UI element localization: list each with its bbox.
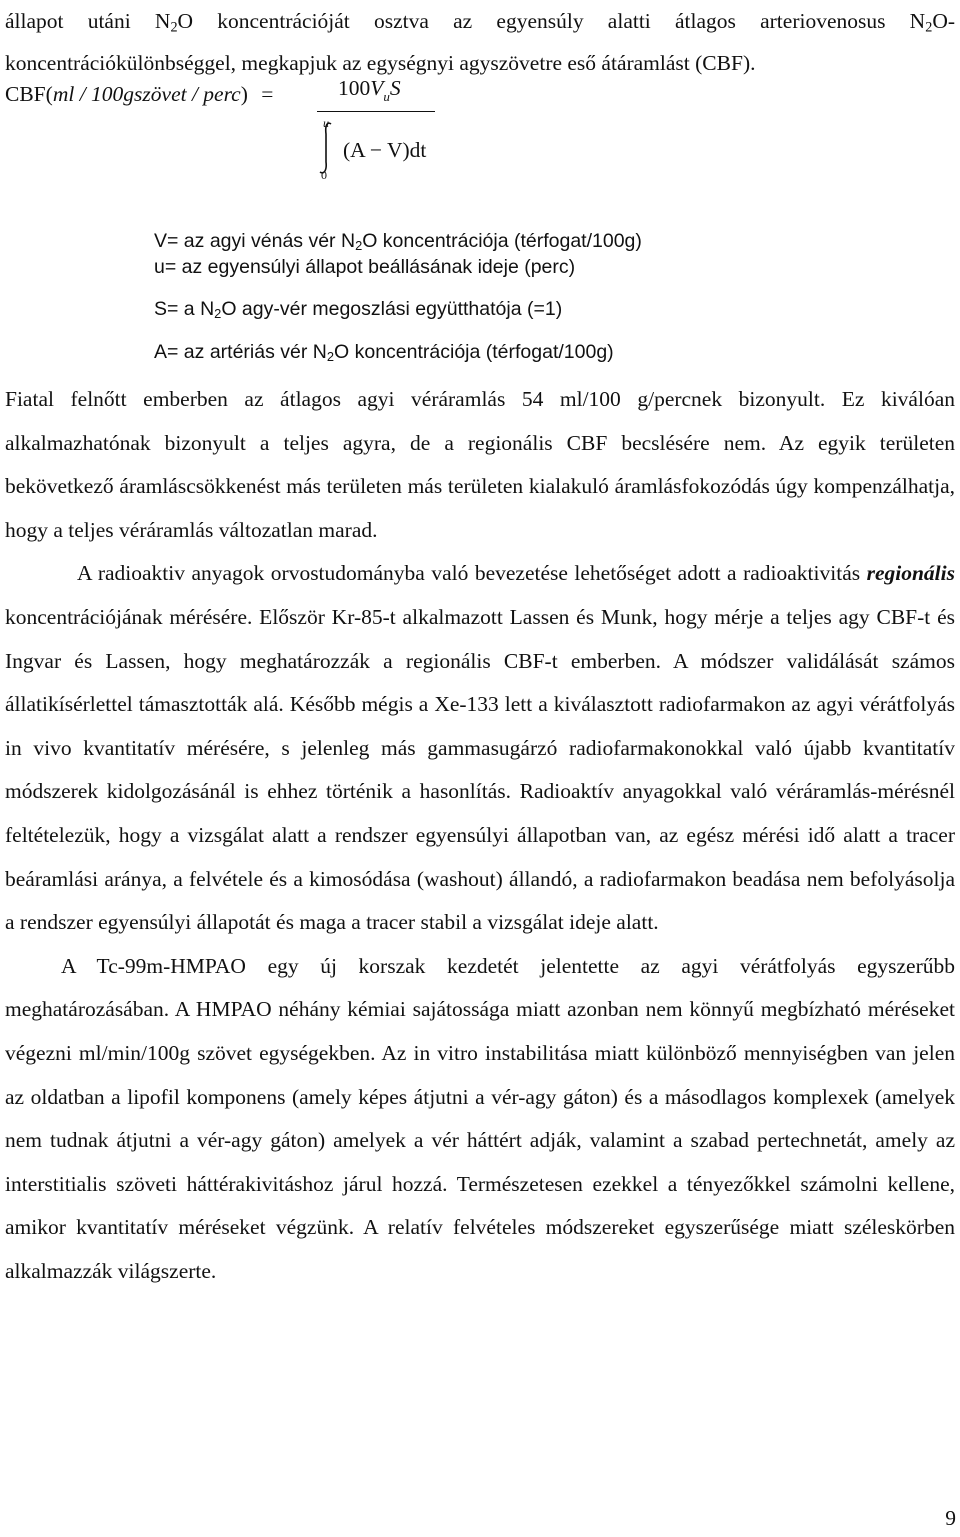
definition-text: V= az agyi vénás vér N [154,230,356,252]
numerator-v: V [370,76,384,100]
paragraph-2 [5,552,955,944]
formula-paren: ( [45,82,53,106]
definition-text: O koncentrációja (térfogat/100g) [334,341,614,363]
numerator-coef: 100 [338,76,371,100]
definition-text: O agy-vér megoszlási együtthatója (=1) [221,298,563,320]
intro-line-1 [5,0,955,42]
subscript: 2 [355,238,363,254]
formula-numerator [338,76,401,104]
intro-text-b: O koncentrációját osztva az egyensúly alatti átlagos arteriovenosus N [177,9,926,33]
page-number: 9 [945,1506,956,1530]
intro-paragraph [5,0,955,84]
intro-text-a: állapot utáni N [5,9,171,33]
definition-text: S= a N [154,298,215,320]
subscript: 2 [214,306,222,322]
subscript: 2 [170,19,178,36]
integral-lower-limit: 0 [321,168,327,182]
formula-paren: ) [240,82,248,106]
numerator-sub: u [383,89,390,104]
formula-unit: ml / 100gszövet / perc [52,82,241,106]
cbf-formula [5,76,465,192]
definition-text: u= az egyensúlyi állapot beállásának ideje (perc) [154,256,576,278]
intro-text-c: O- [932,9,955,33]
formula-integrand: (A − V)dt [343,138,427,162]
subscript: 2 [326,349,335,365]
body-text [5,378,955,1293]
formula-lhs [5,82,273,107]
paragraph-2-text: A radioaktiv anyagok orvostudományba való bevezetése lehetőséget adott a radioaktivitás [77,561,867,586]
fraction-bar [317,111,435,112]
definition-text: O koncentrációja (térfogat/100g) [362,230,642,252]
paragraph-2-text: koncentrációjának mérésére. Először Kr-85-t alkalmazott Lassen és Munk, hogy mérje a teljes agy CBF-t és Ingvar és Lassen, hogy meghatározzák a regionális CBF-t emberben. A módszer validálását számos állatikísérlettel támasztották alá. Később mégis a Xe-133 lett a kiválasztott radiofarmakon az agyi vérátfolyás in vivo kvantitatív mérésére, s jelenleg más gammasugárzó radiofarmakonokkal való újabb kvantitatív módszerek kidolgozásánál is ehhez történik a hasonlítás. Radioaktív anyagokkal való véráramlás-mérésnél feltételezük, hogy a vizsgálat alatt a rendszer egyensúlyi állapotban van, az egész mérési idő alatt a tracer beáramlási aránya, a felvétele és a kimosódása (washout) állandó, a radiofarmakon beadása nem befolyásolja a rendszer egyensúlyi állapotát és maga a tracer stabil a vizsgálat ideje alatt. [5,604,955,935]
emphasis-regionalis: regionális [866,561,955,586]
formula-cbf: CBF [5,82,46,106]
paragraph-3: A Tc-99m-HMPAO egy új korszak kezdetét jelentette az agyi vérátfolyás egyszerűbb meghatározásában. A HMPAO néhány kémiai sajátossága miatt azonban nem könnyű megbízható méréseket végezni ml/min/100g szövet egységekben. Az in vitro instabilitása miatt különböző mennyiségben van jelen az oldatban a lipofil komponens (amely képes átjutni a vér-agy gáton) és a másodlagos komplexek (amelyek nem tudnak átjutni a vér-agy gáton) amelyek a vér háttért adják, valamint a szabad pertechnetát, amely az interstitialis szöveti háttérakivitáshoz járul hozzá. Természetesen ezekkel a tényezőkkel számolni kellene, amikor kvantitatív méréseket végzünk. A relatív felvételes módszereket egyszerűsége miatt széleskörben alkalmazzák világszerte. [5,953,955,1283]
numerator-s: S [389,76,401,100]
formula-equals: = [261,82,274,106]
paragraph-1: Fiatal felnőtt emberben az átlagos agyi véráramlás 54 ml/100 g/percnek bizonyult. Ez kiválóan alkalmazhatónak bizonyult a teljes agyra, de a regionális CBF becslésére nem. Az egyik területen bekövetkező áramláscsökkenést más területen más területen kialakuló áramlásfokozódás úgy kompenzálhatja, hogy a teljes véráramlás változatlan marad. [5,387,955,542]
definition-u [154,256,575,279]
definition-v [154,230,642,253]
definition-text: A= az artériás vér N [154,341,327,363]
intro-line-2: koncentrációkülönbséggel, megkapjuk az egységnyi agyszövetre eső átáramlást (CBF). [5,51,756,75]
subscript: 2 [925,19,933,36]
definition-a [154,341,614,364]
integral-upper-limit: u [323,116,329,130]
definition-s [154,298,562,321]
